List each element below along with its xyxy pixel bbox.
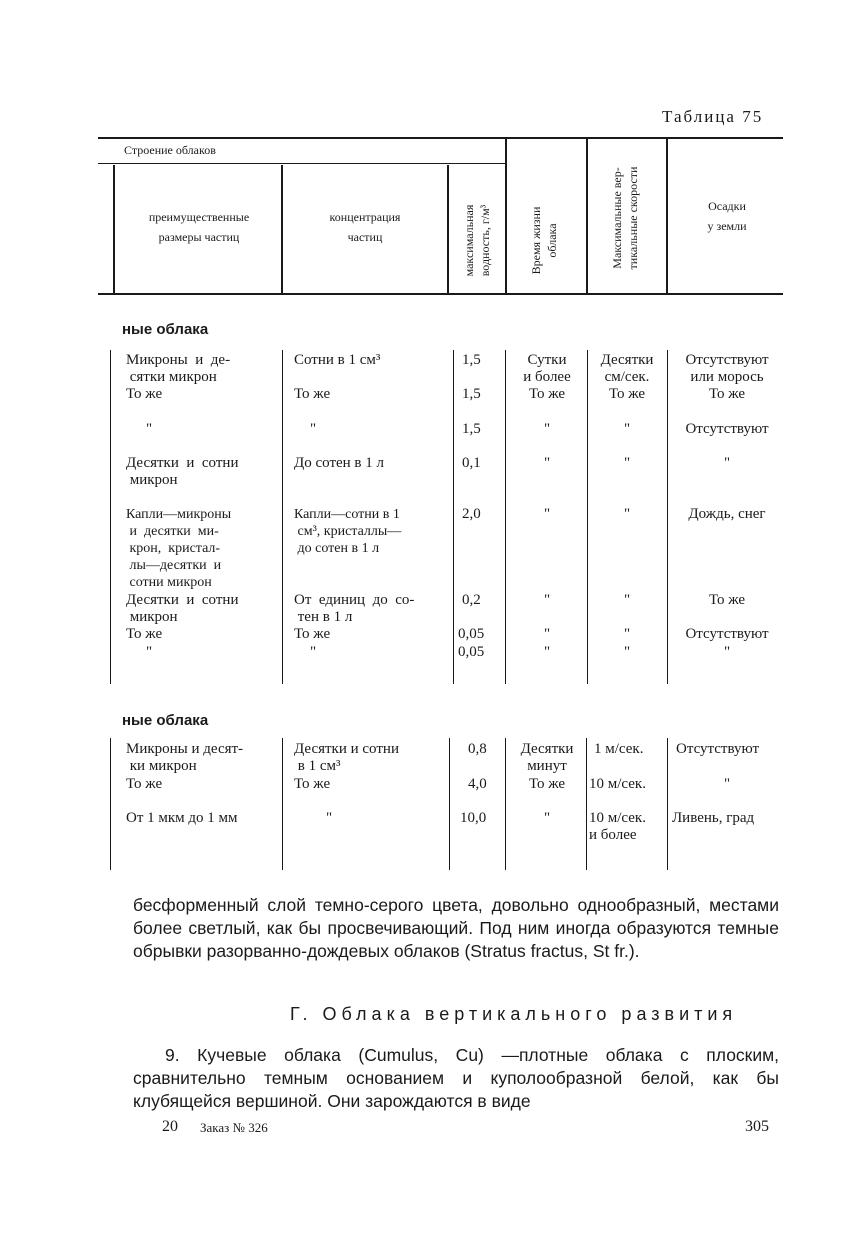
col-divider (667, 350, 668, 684)
cell-vel: Десятки см/сек. (600, 352, 654, 385)
paragraph-text: 9. Кучевые облака (Cumulus, Cu) —плотные облака с плоским, сравнительно темным основанием и куполообразной белой, как бы клубящейся вершиной. Они зарождаются в виде (133, 1045, 779, 1111)
header-group-label: Строение облаков (124, 143, 216, 157)
cell-water: 0,05 (458, 644, 485, 660)
cell-conc: " (310, 644, 317, 660)
cell-life: " (543, 421, 551, 437)
col-divider (505, 738, 506, 870)
cell-sizes: От 1 мкм до 1 мм (126, 810, 238, 826)
cell-conc: " (310, 421, 317, 437)
header-sizes (118, 207, 280, 247)
cell-life: " (543, 506, 551, 522)
cell-precip: То же (708, 386, 746, 402)
cell-conc: То же (294, 626, 331, 642)
cell-conc: " (326, 810, 333, 826)
paragraph-stratus (133, 894, 779, 963)
cell-life: " (543, 592, 551, 608)
cell-sizes: То же (126, 386, 163, 402)
cell-vel: " (623, 421, 631, 437)
paragraph-cumulus (133, 1044, 779, 1113)
header-vel-line1: Максимальные вер- (610, 167, 624, 269)
col-divider (110, 738, 111, 870)
header-bottom-rule (98, 293, 783, 295)
col-divider (110, 350, 111, 684)
cell-vel: 1 м/сек. (594, 741, 644, 757)
page-number: 305 (745, 1118, 769, 1135)
cell-vel: 10 м/сек. (589, 776, 646, 792)
paragraph-text: бесформенный слой темно-серого цвета, довольно однообразный, местами более светлый, как бы просвечивающий. Под ним иногда образуются темные обрывки разорванно-дождевых облаков (Stratus fractus, St fr.). (133, 895, 779, 961)
section-heading: Г. Облака вертикального развития (290, 1004, 738, 1024)
cell-precip: " (723, 455, 731, 471)
cell-life: " (543, 644, 551, 660)
cell-water: 0,05 (458, 626, 485, 642)
col-divider (447, 165, 449, 293)
col-divider (449, 738, 450, 870)
header-conc-line2: частиц (347, 230, 383, 244)
cell-life: Десятки минут (520, 741, 574, 774)
header-sizes-line1: преимущественные (148, 210, 250, 224)
col-divider (281, 165, 283, 293)
table-top-rule (98, 137, 783, 139)
cell-precip: Отсутствуют или морось (685, 352, 769, 385)
col-divider (586, 139, 588, 293)
section-title: ные облака (122, 321, 209, 338)
cell-precip: Отсутствуют (685, 626, 769, 642)
col-divider (667, 738, 668, 870)
header-water-line1: максимальная (462, 204, 476, 277)
cell-life: То же (528, 386, 566, 402)
cell-conc: То же (294, 386, 331, 402)
col-divider (453, 350, 454, 684)
cell-conc: Сотни в 1 см³ (294, 352, 381, 368)
cell-sizes: Десятки и сотни микрон (126, 592, 239, 625)
cell-life: " (543, 626, 551, 642)
cell-sizes: Микроны и десят- ки микрон (126, 741, 244, 774)
cell-vel: То же (608, 386, 646, 402)
col-divider (113, 165, 115, 293)
cell-sizes: Десятки и сотни микрон (126, 455, 239, 488)
cell-water: 0,2 (462, 592, 481, 608)
cell-sizes: " (146, 644, 153, 660)
col-divider (505, 350, 506, 684)
header-water-line2: водность, г/м³ (478, 204, 492, 277)
cell-life: Сутки и более (523, 352, 571, 385)
cell-vel: " (623, 506, 631, 522)
cell-water: 0,8 (468, 741, 487, 757)
cell-water: 1,5 (462, 421, 481, 437)
cell-precip: " (723, 776, 731, 792)
header-conc-line1: концентрация (329, 210, 401, 224)
cell-precip: Отсутствуют (685, 421, 769, 437)
cell-water: 2,0 (462, 506, 481, 522)
header-vel-line2: тикальные скорости (626, 166, 640, 270)
order-number: Заказ № 326 (200, 1120, 268, 1135)
cell-sizes: То же (126, 626, 163, 642)
cell-sizes: Капли—микроны и десятки ми- крон, кристал- лы—десятки и сотни микрон (126, 507, 232, 590)
cell-vel: " (623, 626, 631, 642)
cell-conc: То же (294, 776, 331, 792)
header-precip (672, 196, 782, 236)
cell-sizes: " (146, 421, 153, 437)
col-divider (587, 350, 588, 684)
header-life-line2: облака (545, 223, 559, 258)
cell-precip: То же (708, 592, 746, 608)
header-life-line1: Время жизни (529, 206, 543, 275)
table-caption: Таблица 75 (662, 107, 764, 126)
cell-precip: Отсутствуют (676, 741, 760, 757)
col-divider (586, 738, 587, 870)
cell-conc: Капли—сотни в 1 см³, кристаллы— до сотен в 1 л (294, 507, 402, 556)
cell-vel: " (623, 644, 631, 660)
cell-precip: Ливень, град (672, 810, 755, 826)
cell-water: 0,1 (462, 455, 481, 471)
col-divider (666, 139, 668, 293)
cell-water: 4,0 (468, 776, 487, 792)
cell-precip: " (723, 644, 731, 660)
cell-water: 10,0 (460, 810, 487, 826)
col-divider (505, 139, 507, 293)
cell-sizes: То же (126, 776, 163, 792)
header-lifetime (528, 193, 560, 288)
cell-conc: Десятки и сотни в 1 см³ (294, 741, 399, 774)
header-water (461, 193, 493, 288)
header-velocity (609, 148, 641, 288)
header-group-rule (98, 163, 506, 164)
header-sizes-line2: размеры частиц (158, 230, 240, 244)
cell-conc: От единиц до со- тен в 1 л (294, 592, 415, 625)
cell-life: " (543, 455, 551, 471)
cell-conc: До сотен в 1 л (294, 455, 384, 471)
section-title: ные облака (122, 712, 209, 729)
cell-life: То же (528, 776, 566, 792)
header-precip-line1: Осадки (708, 199, 746, 213)
col-divider (282, 350, 283, 684)
cell-vel: 10 м/сек. и более (589, 810, 646, 843)
cell-water: 1,5 (462, 386, 481, 402)
cell-life: " (543, 810, 551, 826)
header-concentration (285, 207, 445, 247)
printer-signature: 20 (162, 1118, 178, 1135)
header-precip-line2: у земли (707, 219, 747, 233)
cell-vel: " (623, 592, 631, 608)
cell-precip: Дождь, снег (688, 506, 766, 522)
col-divider (282, 738, 283, 870)
cell-vel: " (623, 455, 631, 471)
cell-sizes: Микроны и де- сятки микрон (126, 352, 231, 385)
cell-water: 1,5 (462, 352, 481, 368)
